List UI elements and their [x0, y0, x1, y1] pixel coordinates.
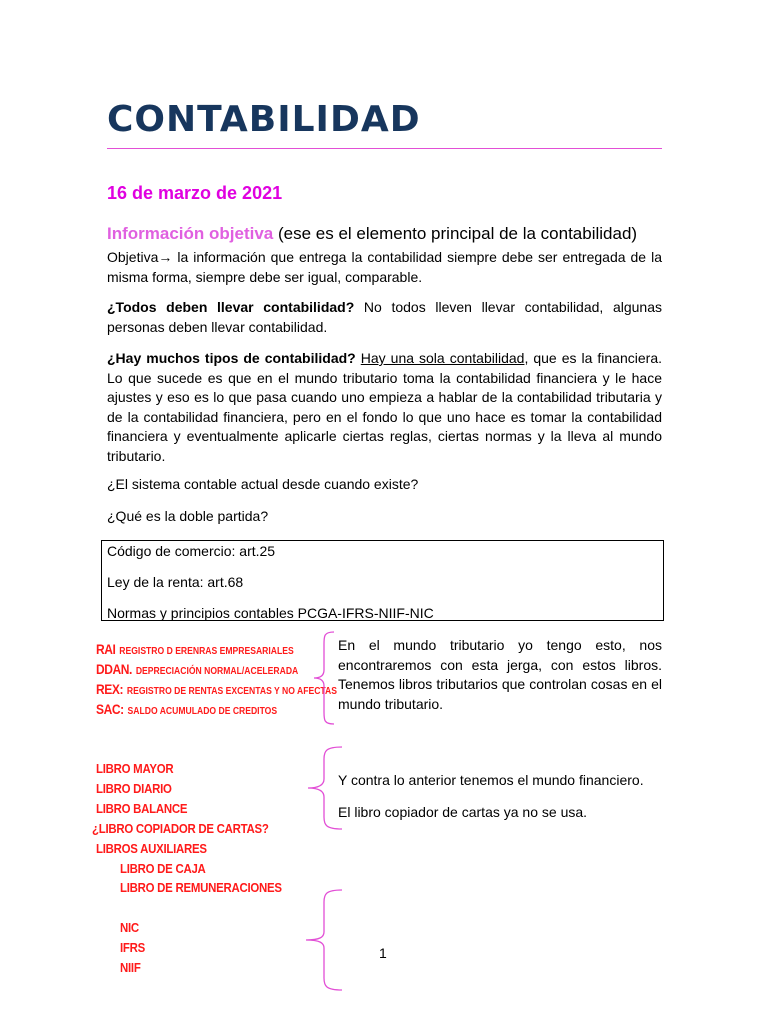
paragraph-todos-question: ¿Todos deben llevar contabilidad?	[107, 299, 355, 315]
side-note-tributario: En el mundo tributario yo tengo esto, nos encontraremos con esta jerga, con estos libros. Tenemos libros tributarios que controlan cosas en el mundo tributario.	[338, 637, 662, 712]
tax-item: DDAN. DEPRECIACIÓN NORMAL/ACELERADA	[96, 661, 299, 677]
document-date: 16 de marzo de 2021	[107, 183, 283, 203]
box-line-normas: Normas y principios contables PCGA-IFRS-NIIF-NIC	[107, 605, 434, 621]
question-sistema: ¿El sistema contable actual desde cuando existe?	[107, 476, 419, 492]
box-line-ley: Ley de la renta: art.68	[107, 574, 244, 590]
paragraph-tipos	[107, 349, 662, 466]
book-item: LIBRO DIARIO	[96, 781, 172, 796]
title-rule	[107, 148, 662, 149]
box-line-codigo: Código de comercio: art.25	[107, 543, 276, 559]
curly-bracket-icon	[308, 630, 338, 726]
paragraph-tipos-underline: Hay una sola contabilidad	[360, 350, 525, 366]
side-note-financiero: Y contra lo anterior tenemos el mundo financiero.	[338, 772, 644, 788]
info-heading-rest: (ese es el elemento principal de la contabilidad)	[273, 224, 638, 243]
legal-references-box	[101, 540, 664, 621]
document-title: CONTABILIDAD	[107, 99, 421, 140]
paragraph-todos	[107, 298, 662, 337]
aux-book-item: LIBRO DE REMUNERACIONES	[120, 880, 282, 895]
page-number: 1	[379, 945, 387, 961]
info-heading-title: Información objetiva	[107, 224, 274, 243]
side-note-copiador: El libro copiador de cartas ya no se usa.	[338, 804, 588, 820]
book-item: LIBROS AUXILIARES	[96, 841, 207, 856]
paragraph-todos-answer: No todos lleven llevar contabilidad, algunas personas deben llevar contabilidad.	[107, 299, 662, 335]
info-heading	[107, 222, 687, 246]
paragraph-tipos-answer: , que es la financiera. Lo que sucede es que en el mundo tributario toma la contabilidad financiera y le hace ajustes y eso es lo que pasa cuando uno empieza a hablar de la contabilidad tributaria y de la contabilidad financiera, pero en el fondo lo que uno hace es tomar la contabilidad financiera y eventualmente aplicarle ciertas reglas, ciertas normas y la lleva al mundo tributario.	[107, 350, 662, 464]
tax-item: SAC: SALDO ACUMULADO DE CREDITOS	[96, 701, 278, 717]
standard-item: NIIF	[120, 960, 141, 975]
standard-item: IFRS	[120, 940, 146, 955]
book-item: LIBRO BALANCE	[96, 801, 188, 816]
curly-bracket-icon	[300, 888, 346, 992]
tax-item: RAI REGISTRO D ERENRAS EMPRESARIALES	[96, 641, 294, 657]
question-doble-partida: ¿Qué es la doble partida?	[107, 508, 269, 524]
aux-book-item: LIBRO DE CAJA	[120, 861, 206, 876]
book-item: LIBRO MAYOR	[96, 761, 174, 776]
paragraph-objetiva: Objetiva→ la información que entrega la contabilidad siempre debe ser entregada de la misma forma, siempre debe ser igual, comparable.	[107, 249, 662, 285]
book-item: ¿LIBRO COPIADOR DE CARTAS?	[92, 821, 269, 836]
tax-item: REX: REGISTRO DE RENTAS EXCENTAS Y NO AFECTAS	[96, 681, 337, 697]
paragraph-tipos-question: ¿Hay muchos tipos de contabilidad?	[107, 350, 356, 366]
standard-item: NIC	[120, 920, 139, 935]
